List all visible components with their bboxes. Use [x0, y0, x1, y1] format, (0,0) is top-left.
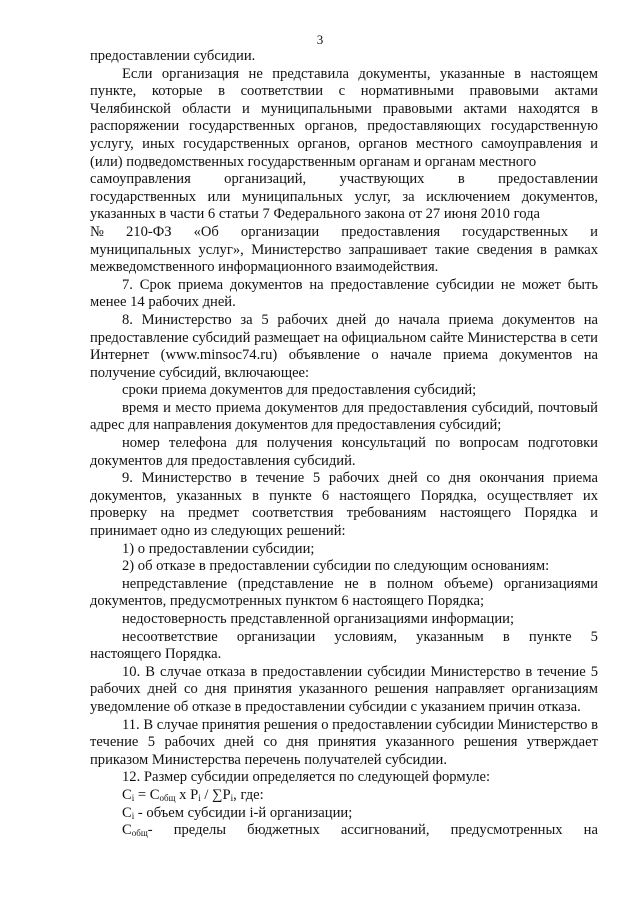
- list-item: 2) об отказе в предоставлении субсидии по следующим основаниям:: [122, 558, 550, 575]
- word: №: [90, 223, 104, 240]
- paragraph-12: 12. Размер субсидии определяется по следующей формуле:: [122, 769, 491, 786]
- justified-line: [90, 171, 598, 189]
- word: и: [590, 223, 598, 240]
- word: бюджетных: [247, 822, 320, 839]
- justified-line-wrapper: [90, 629, 598, 647]
- word: организации: [236, 628, 316, 645]
- page-number: 3: [316, 32, 324, 47]
- list-item: недостоверность представленной организациями информации;: [122, 611, 515, 627]
- word: 5: [590, 628, 598, 645]
- list-item: непредставление (представление не в полном объеме) организациями документов, предусмотренных пунктом 6 настоящего Порядка;: [90, 575, 598, 610]
- paragraph-10: 10. В случае отказа в предоставлении субсидии Министерство в течение 5 рабочих дней со дня принятия указанного решения направляет организациям уведомление об отказе в предоставлении субсидии с указанием причин отказа.: [90, 663, 598, 715]
- paragraph-7: 7. Срок приема документов на предоставление субсидии не может быть менее 14 рабочих дней.: [90, 276, 598, 311]
- word: указанным: [416, 628, 484, 645]
- definition-ci: $C_i$ - объем субсидии i-й организации;: [122, 804, 353, 821]
- word: предоставлении: [498, 171, 598, 188]
- list-item: время и место приема документов для предоставления субсидий, почтовый адрес для направления документов для предоставления субсидий;: [90, 399, 598, 434]
- paragraph: Если организация не представила документы, указанные в настоящем пункте, которые в соответствии с нормативными правовыми актами Челябинской области и муниципальными правовыми актами находятся в распоряжении государственных органов, предоставляющих государственную услугу, иных государственных органов, органов местного самоуправления и (или) подведомственных государственным органам и органам местного: [90, 65, 598, 170]
- justified-line: [90, 224, 598, 242]
- word: на: [583, 822, 598, 839]
- word: ассигнований,: [340, 822, 430, 839]
- list-item: номер телефона для получения консультаций по вопросам подготовки документов для предоставления субсидий.: [90, 435, 598, 469]
- justified-line: [122, 629, 598, 647]
- word: предоставления: [341, 223, 441, 240]
- definition-cobsch-wrapper: [90, 822, 598, 840]
- word: пункте: [528, 628, 572, 645]
- paragraph-continued: настоящего Порядка.: [90, 646, 222, 663]
- paragraph-8: 8. Министерство за 5 рабочих дней до начала приема документов на предоставление субсидий размещает на официальном сайте Министерства в сети Интернет (www.minsoc74.ru) объявление о начале приема документов на получение субсидий, включающее:: [90, 311, 598, 381]
- subsidy-formula: $C_i = C_{общ}$ x $P_i / \sum P_i$, где:: [122, 786, 264, 803]
- word: пределы: [173, 822, 227, 839]
- word: в: [502, 628, 510, 645]
- paragraph: предоставлении субсидии.: [90, 48, 256, 64]
- list-item: сроки приема документов для предоставления субсидий;: [122, 382, 477, 399]
- list-item: 1) о предоставлении субсидии;: [122, 540, 315, 557]
- word: «Об: [193, 223, 219, 240]
- word: несоответствие: [122, 628, 218, 645]
- paragraph-9: 9. Министерство в течение 5 рабочих дней со дня окончания приема документов, указанных в пункте 6 настоящего Порядка, осуществляет их проверку на предмет соответствия требованиям настоящего Порядка и принимает одно из следующих решений:: [90, 470, 598, 540]
- word: организации: [240, 223, 320, 240]
- word: организаций,: [224, 171, 307, 188]
- paragraph-11: 11. В случае принятия решения о предоставлении субсидии Министерство в течение 5 рабочих дней со дня принятия указанного решения утверждает приказом Министерства перечень получателей субсидии.: [90, 716, 598, 768]
- word: в: [457, 171, 465, 188]
- word: самоуправления: [90, 171, 191, 188]
- word: государственных: [462, 223, 569, 240]
- paragraph-continued: муниципальных услуг», Министерство запрашивает такие сведения в рамках межведомственного информационного взаимодействия.: [90, 241, 598, 276]
- document-body: [90, 48, 598, 840]
- definition-cobsch: $C_{общ}-$ пределы бюджетных ассигнований, предусмотренных на: [122, 822, 598, 839]
- word: 210-ФЗ: [125, 223, 172, 240]
- word: предусмотренных: [450, 822, 563, 839]
- word: условиям,: [334, 628, 398, 645]
- paragraph-continued: государственных или муниципальных услуг, за исключением документов, указанных в части 6 статьи 7 Федерального закона от 27 июня 2010 года: [90, 188, 598, 223]
- word: участвующих: [339, 171, 425, 188]
